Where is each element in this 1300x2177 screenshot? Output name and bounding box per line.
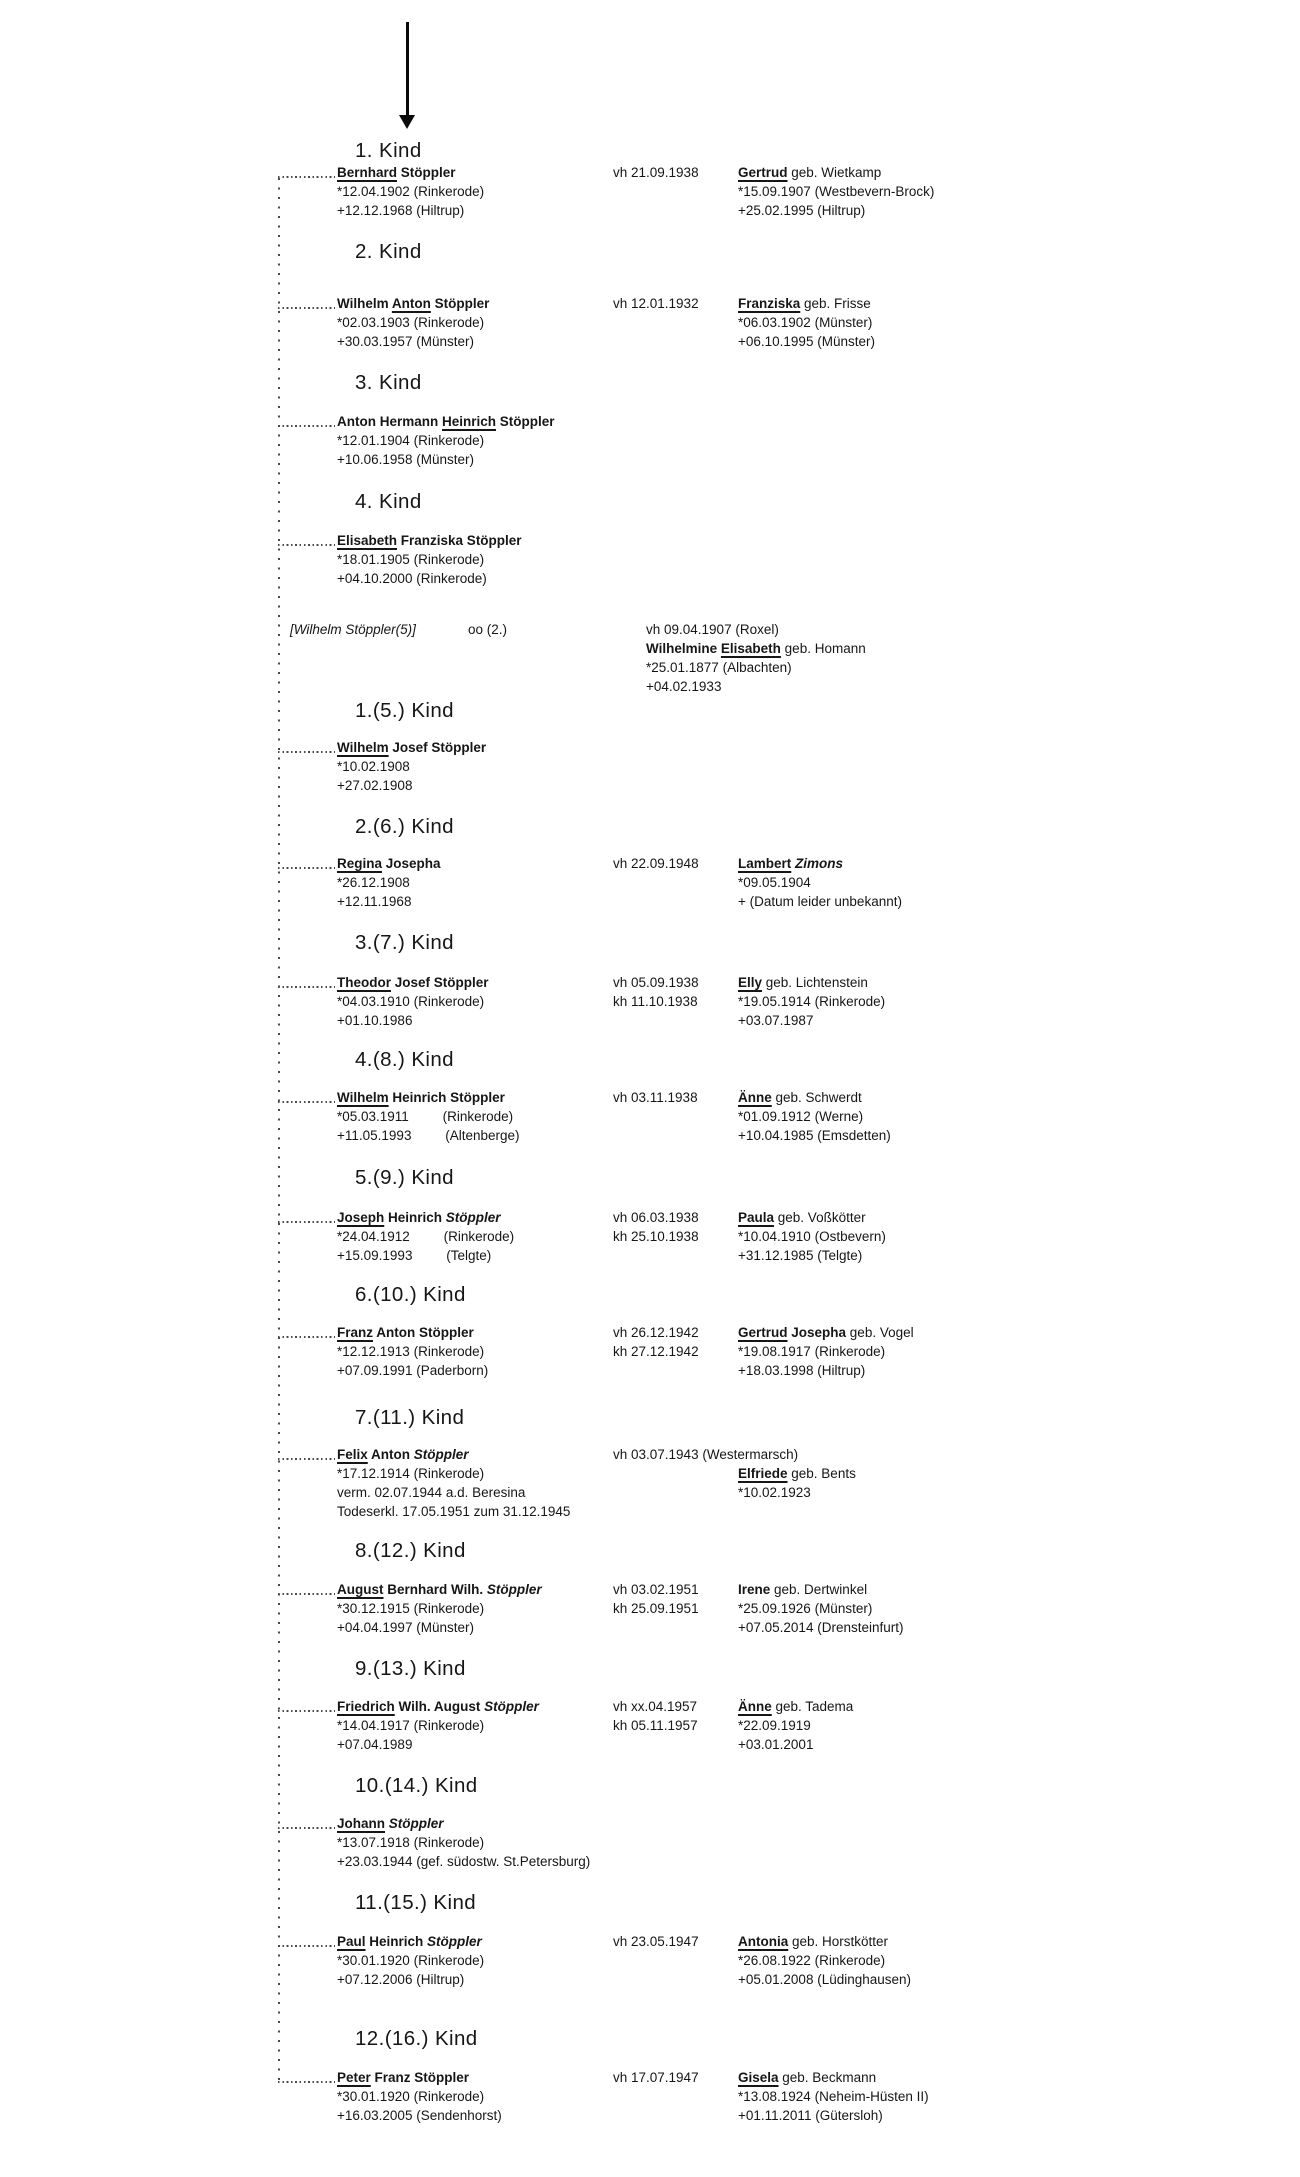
spouse-maiden-name: geb. Schwerdt (771, 1090, 862, 1105)
person-birth-line: *18.01.1905 (Rinkerode) (337, 552, 485, 567)
name-underlined: Regina (337, 856, 383, 871)
person-death-line: +01.10.1986 (337, 1013, 413, 1028)
name-rest: Wilh. August (394, 1699, 485, 1714)
spouse-name-underlined: Gertrud (738, 1325, 788, 1340)
spouse-name-underlined: Änne (738, 1090, 772, 1105)
person-birth-line: *30.12.1915 (Rinkerode) (337, 1601, 485, 1616)
spouse-birth-line: *19.05.1914 (Rinkerode) (738, 994, 886, 1009)
spouse-death-line: +03.07.1987 (738, 1013, 814, 1028)
spouse-maiden-name: geb. Homann (780, 641, 866, 656)
church-marriage-date-line: kh 25.10.1938 (613, 1229, 699, 1244)
name-underlined: Friedrich (337, 1699, 395, 1714)
kind-heading: 12.(16.) Kind (355, 2027, 478, 2050)
spouse-death-line: +03.01.2001 (738, 1737, 814, 1752)
name-underlined: Joseph (337, 1210, 385, 1225)
person-death-line: +07.04.1989 (337, 1737, 413, 1752)
person-death-line: +12.12.1968 (Hiltrup) (337, 203, 465, 218)
second-wife-birth-line: *25.01.1877 (Albachten) (646, 660, 792, 675)
person-death-line: +12.11.1968 (337, 894, 412, 909)
person-birth-line: *30.01.1920 (Rinkerode) (337, 2089, 485, 2104)
spouse-maiden-name: geb. Voßkötter (774, 1210, 866, 1225)
marriage-date-line: vh 26.12.1942 (613, 1325, 699, 1340)
spouse-name-underlined: Gertrud (738, 165, 788, 180)
spouse-birth-line: *10.02.1923 (738, 1485, 811, 1500)
name-underlined: Franz (337, 1325, 374, 1340)
spouse-maiden-name: geb. Tadema (771, 1699, 854, 1714)
kind-heading: 10.(14.) Kind (355, 1774, 478, 1797)
person-missing-line: verm. 02.07.1944 a.d. Beresina (337, 1485, 526, 1500)
kind-heading: 1.(5.) Kind (355, 699, 454, 722)
kind-heading: 4. Kind (355, 490, 422, 513)
spouse-name-italic: Zimons (795, 856, 844, 871)
name-underlined: Elisabeth (337, 533, 398, 548)
kind-heading: 1. Kind (355, 139, 422, 162)
kind-heading: 8.(12.) Kind (355, 1539, 466, 1562)
spouse-name (738, 2070, 876, 2085)
kind-heading: 3. Kind (355, 371, 422, 394)
person-birth-line: *30.01.1920 (Rinkerode) (337, 1953, 485, 1968)
spouse-death-line: +05.01.2008 (Lüdinghausen) (738, 1972, 912, 1987)
name-pre: Anton Hermann (337, 414, 443, 429)
church-marriage-date-line: kh 27.12.1942 (613, 1344, 699, 1359)
spouse-birth-line: *01.09.1912 (Werne) (738, 1109, 864, 1124)
spouse-death-line: +10.04.1985 (Emsdetten) (738, 1128, 891, 1143)
person-death-declaration-line: Todeserkl. 17.05.1951 zum 31.12.1945 (337, 1504, 571, 1519)
marriage-date-line: vh 21.09.1938 (613, 165, 699, 180)
spouse-maiden-name: geb. Horstkötter (788, 1934, 889, 1949)
spouse-maiden-name: geb. Bents (787, 1466, 856, 1481)
name-rest: Heinrich Stöppler (388, 1090, 505, 1105)
name-pre: Wilhelm (337, 296, 392, 311)
spouse-birth-line: *26.08.1922 (Rinkerode) (738, 1953, 886, 1968)
name-surname-italic: Stöppler (486, 1582, 542, 1597)
name-rest: Josef Stöppler (391, 975, 489, 990)
spouse-name-underlined: Lambert (738, 856, 792, 871)
person-birth-line: *05.03.1911 (Rinkerode) (337, 1109, 514, 1124)
marriage-date-line: vh xx.04.1957 (613, 1699, 698, 1714)
marriage-date-line: vh 06.03.1938 (613, 1210, 699, 1225)
name-rest: Josepha (382, 856, 441, 871)
name-rest: Anton (367, 1447, 414, 1462)
person-birth-line: *12.04.1902 (Rinkerode) (337, 184, 485, 199)
person-birth-line: *12.12.1913 (Rinkerode) (337, 1344, 485, 1359)
second-marriage-reference: [Wilhelm Stöppler(5)] (290, 622, 416, 637)
name-underlined: Johann (337, 1816, 386, 1831)
marriage-date-line: vh 23.05.1947 (613, 1934, 699, 1949)
marriage-date-line: vh 03.11.1938 (613, 1090, 698, 1105)
name-rest: Anton Stöppler (373, 1325, 474, 1340)
name-underlined: Peter (337, 2070, 371, 2085)
kind-heading: 5.(9.) Kind (355, 1166, 454, 1189)
spouse-birth-line: *06.03.1902 (Münster) (738, 315, 873, 330)
person-birth-line: *13.07.1918 (Rinkerode) (337, 1835, 485, 1850)
spouse-name-underlined: Änne (738, 1699, 772, 1714)
name-underlined: Wilhelm (337, 1090, 389, 1105)
name-surname-italic: Stöppler (388, 1816, 444, 1831)
name-underlined: August (337, 1582, 384, 1597)
marriage-date-line: vh 22.09.1948 (613, 856, 699, 871)
name-rest: Heinrich (365, 1934, 428, 1949)
name-underlined: Wilhelm (337, 740, 389, 755)
name-rest: Stöppler (430, 296, 490, 311)
person-death-line: +27.02.1908 (337, 778, 413, 793)
spouse-death-line: +07.05.2014 (Drensteinfurt) (738, 1620, 904, 1635)
spouse-maiden-name: geb. Wietkamp (787, 165, 882, 180)
name-underlined: Theodor (337, 975, 391, 990)
person-birth-line: *17.12.1914 (Rinkerode) (337, 1466, 485, 1481)
church-marriage-date-line: kh 05.11.1957 (613, 1718, 698, 1733)
spouse-death-line: + (Datum leider unbekannt) (738, 894, 902, 909)
spouse-name-pre: Wilhelmine (646, 641, 721, 656)
person-birth-line: *12.01.1904 (Rinkerode) (337, 433, 485, 448)
name-surname-italic: Stöppler (484, 1699, 539, 1714)
marriage-date-line: vh 03.02.1951 (613, 1582, 699, 1597)
spouse-name-underlined: Antonia (738, 1934, 789, 1949)
spouse-name-underlined: Gisela (738, 2070, 779, 2085)
person-death-line: +10.06.1958 (Münster) (337, 452, 474, 467)
person-birth-line: *04.03.1910 (Rinkerode) (337, 994, 485, 1009)
name-rest: Josef Stöppler (388, 740, 487, 755)
spouse-maiden-name: geb. Lichtenstein (762, 975, 868, 990)
person-birth-line: *26.12.1908 (337, 875, 410, 890)
name-underlined: Paul (337, 1934, 366, 1949)
spouse-birth-line: *15.09.1907 (Westbevern-Brock) (738, 184, 935, 199)
person-death-line: +07.09.1991 (Paderborn) (337, 1363, 489, 1378)
marriage-date-line: vh 03.07.1943 (Westermarsch) (613, 1447, 799, 1462)
person-death-line: +04.04.1997 (Münster) (337, 1620, 474, 1635)
name-rest: Franziska Stöppler (397, 533, 522, 548)
name-underlined: Heinrich (442, 414, 497, 429)
name-rest: Franz Stöppler (370, 2070, 470, 2085)
name-surname-italic: Stöppler (427, 1934, 482, 1949)
name-surname-italic: Stöppler (445, 1210, 501, 1225)
person-birth-line: *14.04.1917 (Rinkerode) (337, 1718, 485, 1733)
kind-heading: 7.(11.) Kind (355, 1406, 465, 1429)
kind-heading: 3.(7.) Kind (355, 931, 454, 954)
kind-heading: 2. Kind (355, 240, 422, 263)
church-marriage-date-line: kh 11.10.1938 (613, 994, 698, 1009)
kind-heading: 11.(15.) Kind (355, 1891, 477, 1914)
spouse-name-underlined: Franziska (738, 296, 801, 311)
person-death-line: +15.09.1993 (Telgte) (337, 1248, 492, 1263)
person-death-line: +04.10.2000 (Rinkerode) (337, 571, 487, 586)
name-surname-italic: Stöppler (413, 1447, 469, 1462)
kind-heading: 4.(8.) Kind (355, 1048, 454, 1071)
name-rest: Bernhard Wilh. (383, 1582, 487, 1597)
dotted-leader (278, 2081, 335, 2083)
name-underlined: Felix (337, 1447, 368, 1462)
spouse-birth-line: *10.04.1910 (Ostbevern) (738, 1229, 886, 1244)
spouse-name-pre: Irene (738, 1582, 771, 1597)
name-underlined: Bernhard (337, 165, 398, 180)
marriage-date-line: vh 17.07.1947 (613, 2070, 699, 2085)
second-wife-death-line: +04.02.1933 (646, 679, 722, 694)
spouse-birth-line: *13.08.1924 (Neheim-Hüsten II) (738, 2089, 929, 2104)
person-death-line: +16.03.2005 (Sendenhorst) (337, 2108, 502, 2123)
spouse-maiden-name: geb. Vogel (846, 1325, 914, 1340)
person-birth-line: *10.02.1908 (337, 759, 410, 774)
person-death-line: +23.03.1944 (gef. südostw. St.Petersburg) (337, 1854, 591, 1869)
kind-heading: 9.(13.) Kind (355, 1657, 466, 1680)
kind-heading: 6.(10.) Kind (355, 1283, 466, 1306)
spouse-name-mid: Josepha (787, 1325, 847, 1340)
spouse-birth-line: *22.09.1919 (738, 1718, 811, 1733)
marriage-date-line: vh 12.01.1932 (613, 296, 699, 311)
spouse-name-underlined: Elly (738, 975, 763, 990)
church-marriage-date-line: kh 25.09.1951 (613, 1601, 699, 1616)
person-death-line: +11.05.1993 (Altenberge) (337, 1128, 520, 1143)
spouse-death-line: +31.12.1985 (Telgte) (738, 1248, 863, 1263)
spouse-birth-line: *09.05.1904 (738, 875, 811, 890)
marriage-symbol: oo (2.) (468, 622, 508, 637)
name-rest: Stöppler (496, 414, 555, 429)
spouse-death-line: +06.10.1995 (Münster) (738, 334, 875, 349)
spouse-death-line: +18.03.1998 (Hiltrup) (738, 1363, 866, 1378)
spouse-birth-line: *25.09.1926 (Münster) (738, 1601, 873, 1616)
second-marriage-date: vh 09.04.1907 (Roxel) (646, 622, 779, 637)
spouse-name-underlined: Paula (738, 1210, 775, 1225)
person-death-line: +07.12.2006 (Hiltrup) (337, 1972, 465, 1987)
marriage-date-line: vh 05.09.1938 (613, 975, 699, 990)
spouse-death-line: +01.11.2011 (Gütersloh) (738, 2108, 883, 2123)
spouse-birth-line: *19.08.1917 (Rinkerode) (738, 1344, 886, 1359)
name-underlined: Anton (391, 296, 431, 311)
person-name (337, 2070, 469, 2085)
spouse-maiden-name: geb. Dertwinkel (770, 1582, 868, 1597)
spouse-maiden-name: geb. Beckmann (778, 2070, 877, 2085)
person-birth-line: *02.03.1903 (Rinkerode) (337, 315, 485, 330)
spouse-name-underlined: Elfriede (738, 1466, 788, 1481)
person-birth-line: *24.04.1912 (Rinkerode) (337, 1229, 515, 1244)
spouse-maiden-name: geb. Frisse (800, 296, 871, 311)
spouse-name-underlined: Elisabeth (720, 641, 781, 656)
kind-heading: 2.(6.) Kind (355, 815, 454, 838)
name-rest: Heinrich (384, 1210, 446, 1225)
spouse-death-line: +25.02.1995 (Hiltrup) (738, 203, 866, 218)
person-death-line: +30.03.1957 (Münster) (337, 334, 474, 349)
name-rest: Stöppler (397, 165, 456, 180)
